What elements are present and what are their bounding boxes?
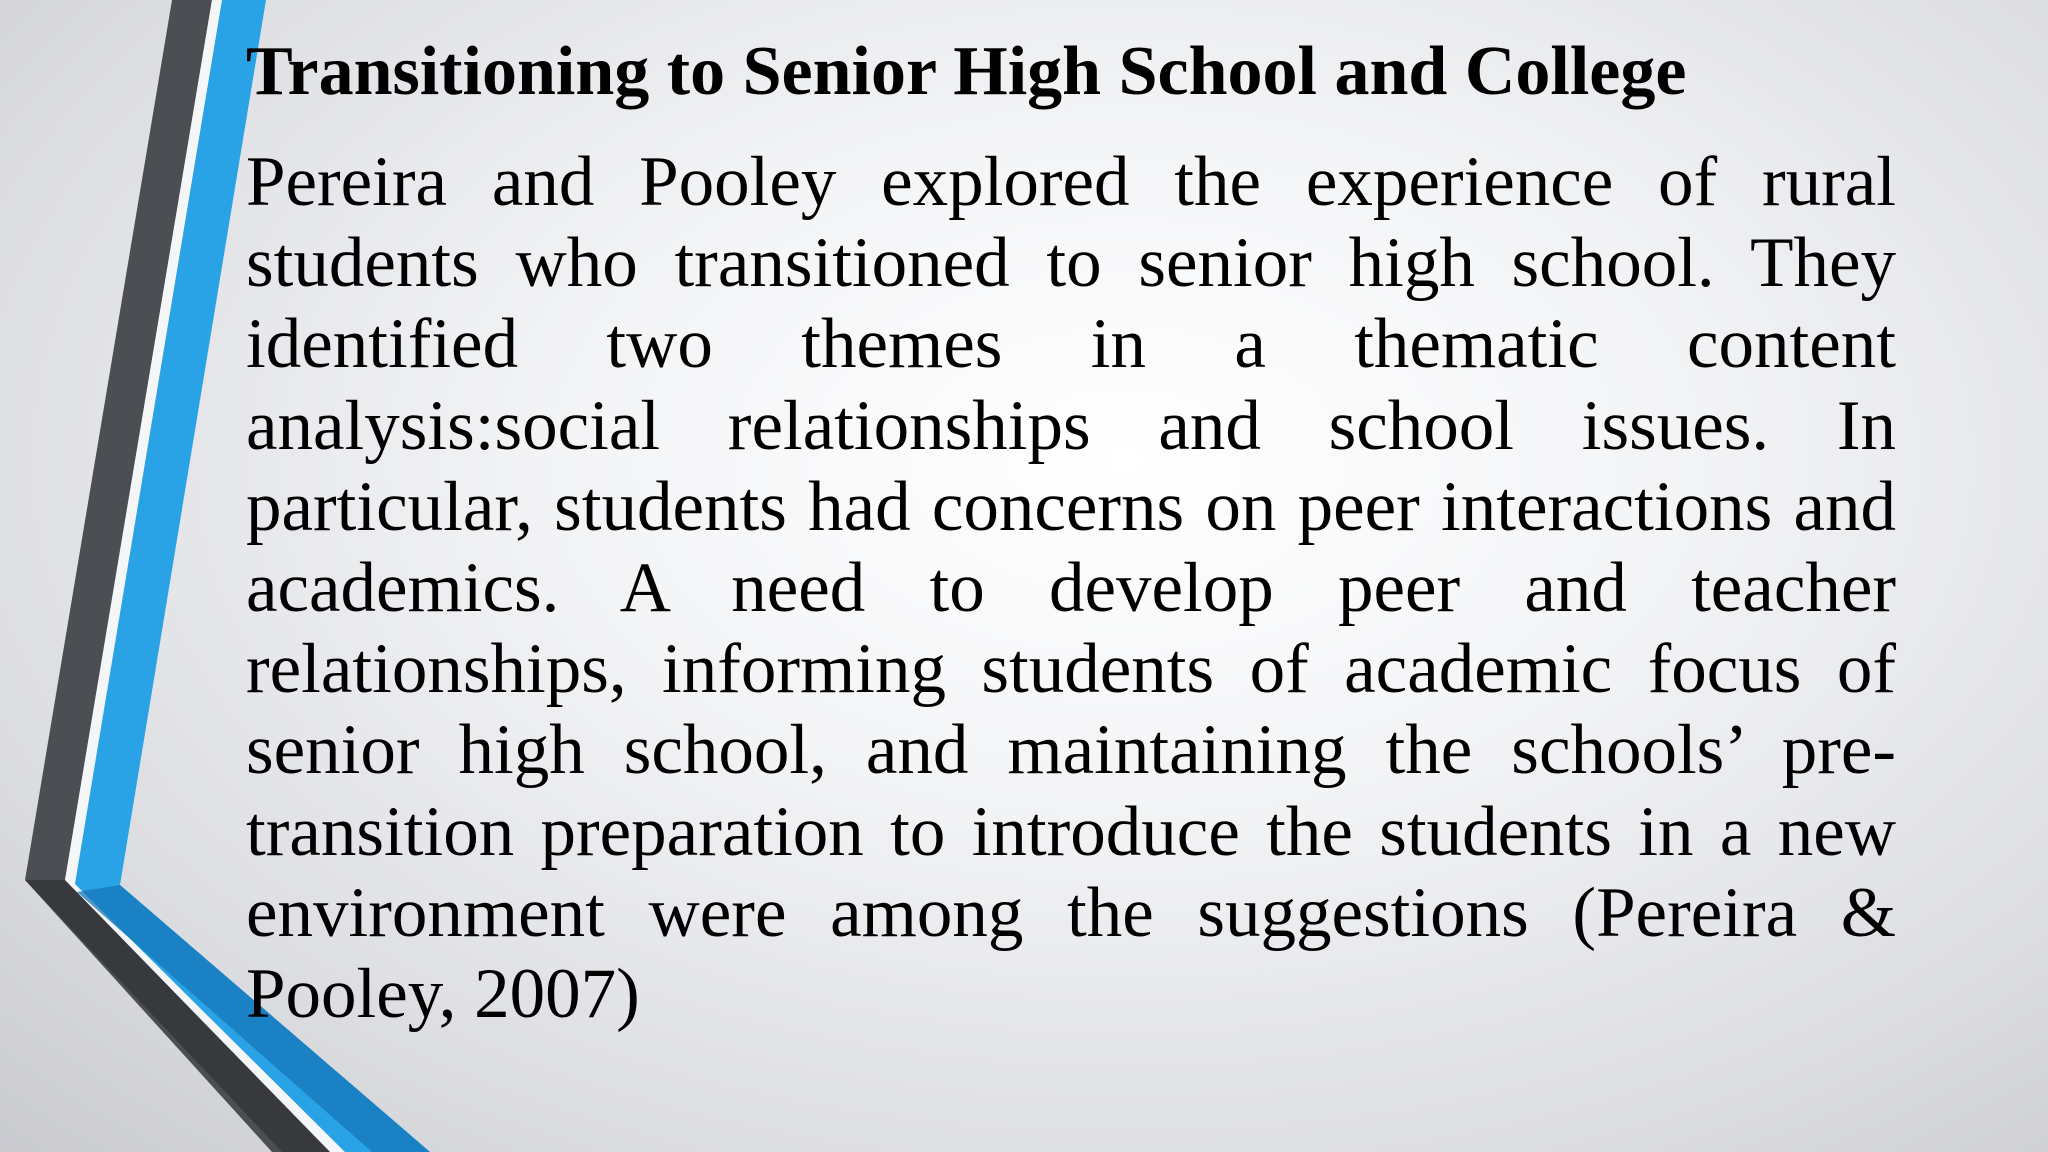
slide-body-text: Pereira and Pooley explored the experience of rural students who transitioned to senior high school. They identified two themes in a thematic content analysis:social relationships and school issues. In particular, students had concerns on peer interactions and academics. A need to develop peer and teacher relationships, informing students of academic focus of senior high school, and maintaining the schools’ pre-transition preparation to introduce the students in a new environment were among the suggestions (Pereira & Pooley, 2007) — [246, 143, 1896, 1034]
slide-title: Transitioning to Senior High School and College — [246, 33, 1687, 110]
